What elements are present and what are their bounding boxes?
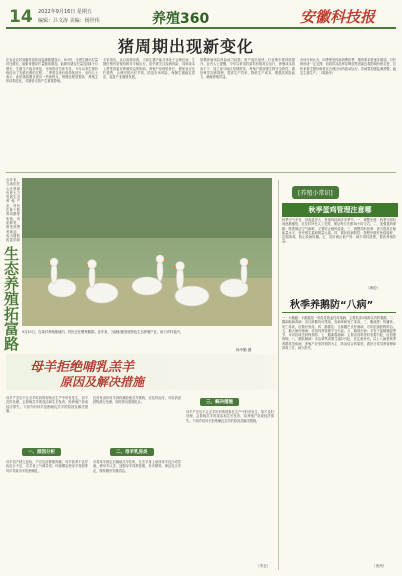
tip-text: 秋季天气多变，昼夜温差大，是蛋鸡疫病多发季节。一、调整光照：秋季日照时间逐渐缩短，应及时补充人工光照，保证每天光照16小时左右。二、加强通风保暖：既要保证空气新鲜，又要防止贼风侵袭。三、调整饲料营养：适当提高日粮能量水平，补充维生素和微量元素。四、做好疫病防控：按程序做好免疫接种，定期消毒，防止疾病传播。五、及时淘汰低产鸡：减少饲料浪费，提高养殖效益。 xyxy=(282,218,396,244)
main-article-col1: 在农业农村部畜牧兽医局监测数据显示，8月份，全国生猪出栏量环比增长，能繁母猪存栏量继续增加，能繁母猪存栏量连续4个月增长，生猪生产稳步恢复，市场供应总体充足，今年以来生猪价格经历了先跌后涨的过程，二季度以来价格持续回升，业内人士表示，此轮猪周期呈现出一些新特点，规模化程度提高、养殖主体结构变化，对猪价走势产生重要影响。 xyxy=(6,58,98,84)
main-article-col4: 市场分析认为，四季度是传统消费旺季，猪肉需求将逐步增加，对价格形成一定支撑，但同时冻品库存释放等因素也将影响价格走势，总体来看生猪价格将在合理区间内波动运行，各地要加强监测预警，稳定生猪生产。（陈新华） xyxy=(300,58,396,75)
geese-illustration xyxy=(22,178,272,326)
disease-title: 秋季养鹅防“八病” xyxy=(290,300,374,311)
page-number: 14 xyxy=(9,7,33,27)
page-header xyxy=(0,0,402,28)
sheep-p1: 母羊初产缺乏经验，产后乳房肿胀疼痛，母羊营养不良导致乳汁不足，羔羊身上气味异常，环境嘈杂使母羊受惊等均可导致母羊拒绝哺乳。 xyxy=(6,460,88,473)
geese-photo xyxy=(22,178,272,326)
date-line: 2022年9月16日 星期五 xyxy=(38,9,92,15)
disease-text: 一、小鹅瘟：小鹅瘟是一种急性败血性传染病，主要危害3周龄以内的雏鹅。二、鹅副粘病毒病：各日龄鹅均可感染，发病率和死亡率高。三、鹅流感：传播快，死亡率高，应做好免疫。四、鹅霍乱：又称鹅巴氏杆菌病，可用抗菌药物防治。五、鹅大肠杆菌病：多因饲养管理不当引起。六、鹅球虫病：多发于温暖潮湿季节，可用抗球虫药物预防。七、鹅曲霉菌病：主要由饲料垫料发霉引起，应加强管理。八、鹅软脚病：多由缺钙或维生素D引起，应注意补充。以上八病是秋季养鹅常见疾病，养殖户应坚持预防为主、防治结合的原则，做好日常饲养管理和消毒工作，减少损失。 xyxy=(282,316,396,351)
sheep-h3: 三、解决措施 xyxy=(200,398,239,406)
vertical-divider xyxy=(278,180,279,570)
brand-logo: 安徽科技报 xyxy=(300,8,376,26)
sheep-article-title: 母羊拒绝哺乳羔羊 xyxy=(30,360,135,375)
disease-source: （贵州） xyxy=(372,564,387,568)
editor-line: 编辑：吕文涛 美编：杨世伟 xyxy=(38,18,100,24)
sheep-p3: 母羊产羔后不让羔羊吃奶的现象在生产中时有发生，如不及时处理，会影响羔羊的成活和生长发育，给养殖户造成经济损失。下面介绍母羊拒绝哺乳羔羊的原因及解决措施。 xyxy=(186,410,274,423)
sheep-source: （安农） xyxy=(256,564,271,568)
tip-title: 秋季蛋鸡管理注意哪 xyxy=(282,203,398,217)
sheep-intro: 母羊产羔后不让羔羊吃奶的现象在生产中时有发生，如不及时处理，会影响羔羊的成活和生长发育，给养殖户造成经济损失。下面介绍母羊拒绝哺乳羔羊的原因及解决措施。 xyxy=(6,396,88,413)
header-rule xyxy=(6,27,396,29)
sheep-h1: 一、原因分析 xyxy=(22,448,61,456)
feature-story-intro: 近年来，当地依托山区资源优势大力发展生态养殖产业，村民在林下散养鸡鹅等家禽，肉质鲜美，深受消费者欢迎，成为增收致富的新 xyxy=(6,178,20,242)
tip-source: （黄伦） xyxy=(366,286,381,290)
feature-story-title xyxy=(2,246,20,351)
sheep-p1-cont: 乳房发炎时母羊因疼痛拒绝羔羊吸吮，应及时治疗，可用消炎药物进行处理，同时挤出患侧乳汁。 xyxy=(93,396,181,405)
section-title: 养殖360 xyxy=(152,11,210,27)
photo-caption: 9月15日，在某村养殖基地内，村民正在喂养鹅群。近年来，当地积极发展特色生态养殖产业，助力乡村振兴。 xyxy=(22,330,184,334)
main-article-col2: 专家指出，从目前情况看，当前生猪产能总体处于合理区间，生猪价格有望保持相对平稳运行，但仍需关注疫病风险、饲料成本上涨等因素对养殖效益的影响，养殖户应理性补栏，避免盲目压栏惜售，合理安排出栏节奏，防范市场风险，保障生猪稳定供应，促进产业健康发展。 xyxy=(103,58,195,80)
tips-badge: [养殖小常识] xyxy=(292,186,339,199)
sheep-p2: 可将母羊保定后辅助羔羊吃奶，在羔羊身上涂抹母羊乳汁或尿液，使母羊认羔，加强母羊饲养管理，补充精料，保证乳汁充足，保持圈舍安静清洁。 xyxy=(93,460,181,473)
sheep-article-subtitle: 原因及解决措施 xyxy=(60,375,145,389)
disease-rule xyxy=(282,312,396,313)
feature-title-text: 生态养殖拓富路 xyxy=(2,246,20,351)
main-article-title: 猪周期出现新变化 xyxy=(118,37,255,56)
photographer-credit: 杨中勤 摄 xyxy=(236,348,252,352)
main-article-col3: 规模养殖场抗风险能力较强，散户退出加快，行业集中度持续提升。业内人士提醒，今年以来饲料原料价格高位运行，养殖成本居高不下，加之部分地区疫情散发，养殖户需加强生物安全防控，做好科学饲养管理，提高生产效率，降低生产成本，增强抗风险能力，确保养殖效益。 xyxy=(200,58,295,80)
section-divider xyxy=(6,172,396,173)
sheep-h2: 二、母羊乳房炎 xyxy=(110,448,154,456)
